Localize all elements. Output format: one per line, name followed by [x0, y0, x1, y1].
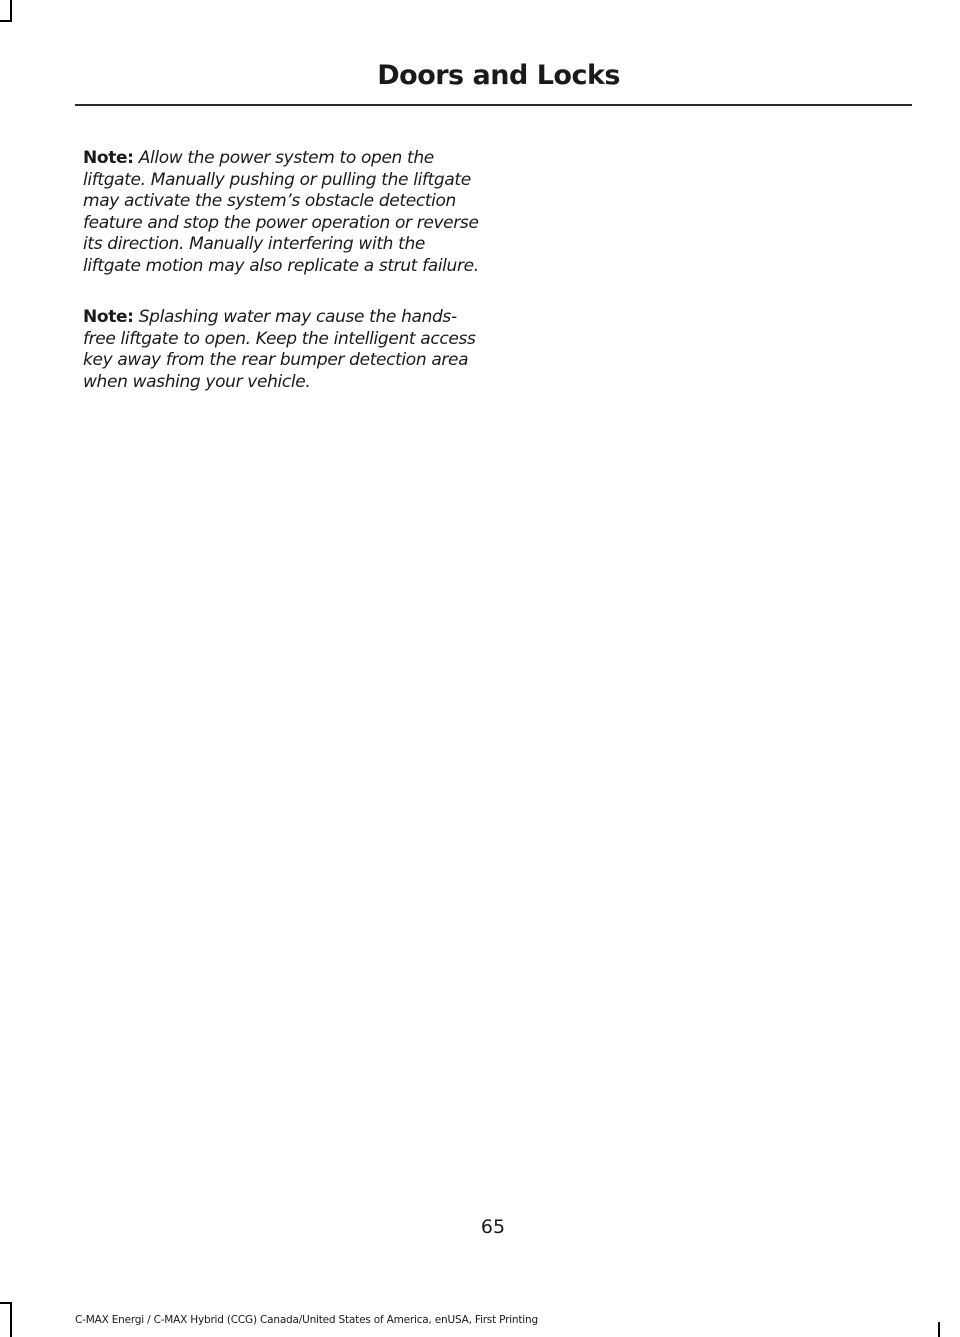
crop-mark-bottom-left-horizontal [0, 1302, 12, 1304]
crop-mark-top-left-vertical [10, 0, 12, 22]
note-paragraph [83, 307, 483, 393]
section-title: Doors and Locks [377, 60, 620, 91]
note-label: Note: [83, 307, 134, 327]
page-footer: C-MAX Energi / C-MAX Hybrid (CCG) Canada/United States of America, enUSA, First Printing [75, 1314, 538, 1326]
note-label: Note: [83, 148, 134, 168]
crop-mark-bottom-right-vertical [938, 1322, 940, 1337]
header-divider [75, 104, 912, 106]
crop-mark-bottom-left-vertical [10, 1302, 12, 1337]
note-text: Allow the power system to open the liftgate. Manually pushing or pulling the liftgate may activate the system’s obstacle detection feature and stop the power operation or reverse its direction. Manually interfering with the liftgate motion may also replicate a strut failure. [83, 148, 479, 276]
note-paragraph [83, 148, 483, 277]
page-number: 65 [480, 1216, 506, 1238]
note-text: Splashing water may cause the hands-free liftgate to open. Keep the intelligent access key away from the rear bumper detection area when washing your vehicle. [83, 307, 476, 392]
crop-mark-top-left-horizontal [0, 20, 12, 22]
